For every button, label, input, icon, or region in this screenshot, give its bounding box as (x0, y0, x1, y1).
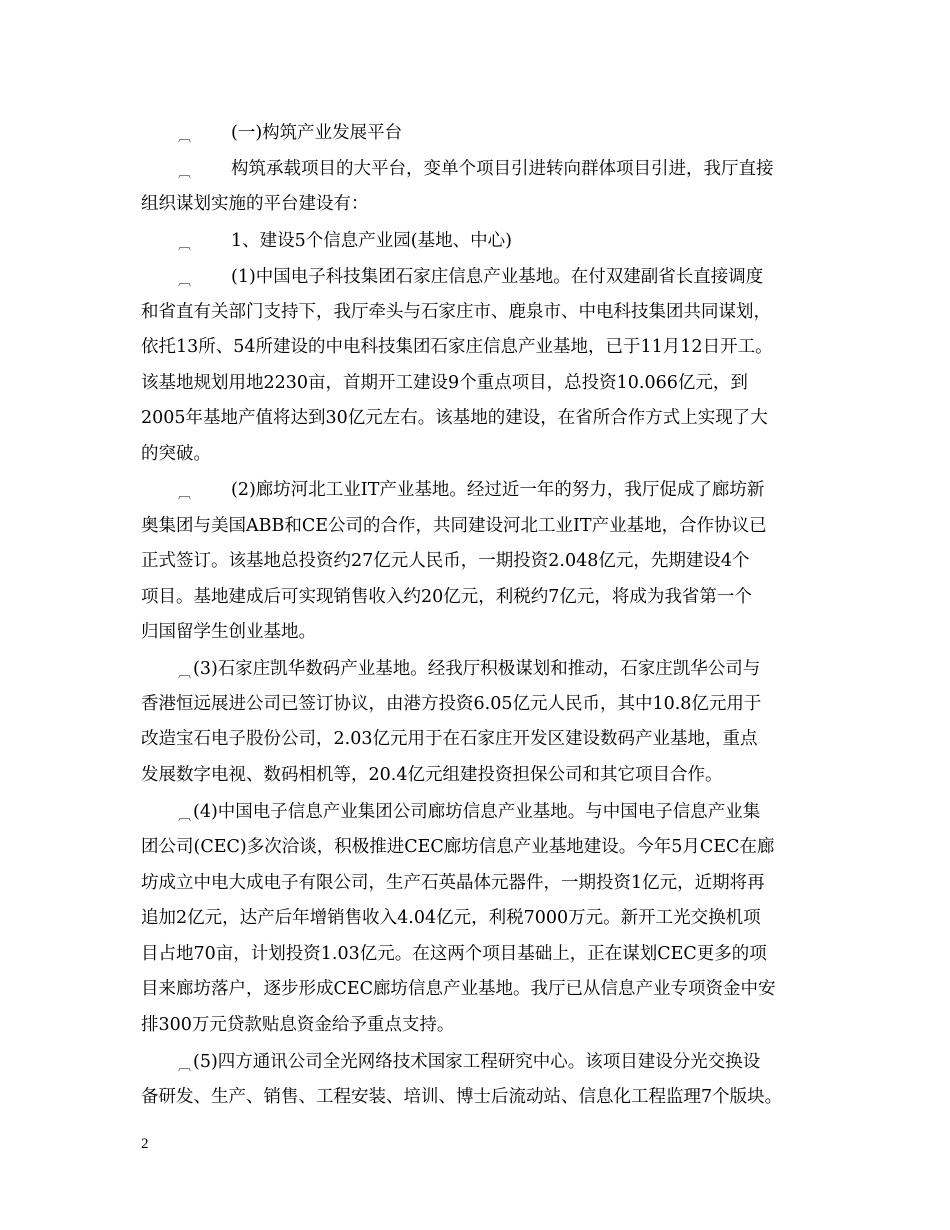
paragraph-mark-icon: ︹ (178, 809, 192, 824)
paragraph-line: 和省直有关部门支持下，我厅牵头与石家庄市、鹿泉市、中电科技集团共同谋划， (141, 302, 771, 322)
section-heading: (一)构筑产业发展平台 (231, 123, 403, 143)
paragraph-line: 该基地规划用地2230亩，首期开工建设9个重点项目，总投资10.066亿元，到 (141, 373, 748, 393)
paragraph-line: 坊成立中电大成电子有限公司，生产石英晶体元器件，一期投资1亿元，近期将再 (141, 873, 765, 893)
paragraph-line: (4)中国电子信息产业集团公司廊坊信息产业基地。与中国电子信息产业集 (193, 802, 761, 822)
paragraph-line: 排300万元贷款贴息资金给予重点支持。 (141, 1015, 455, 1035)
paragraph-line: 目占地70亩，计划投资1.03亿元。在这两个项目基础上，正在谋划CEC更多的项 (141, 944, 767, 964)
paragraph-line: (1)中国电子科技集团石家庄信息产业基地。在付双建副省长直接调度 (231, 267, 764, 287)
paragraph-line: 的突破。 (141, 444, 211, 464)
paragraph-line: 追加2亿元，达产后年增销售收入4.04亿元，利税7000万元。新开工光交换机项 (141, 908, 761, 928)
paragraph-line: 组织谋划实施的平台建设有： (141, 194, 369, 214)
paragraph-mark-icon: ︹ (178, 238, 192, 253)
paragraph-line: 2005年基地产值将达到30亿元左右。该基地的建设，在省所合作方式上实现了大 (141, 408, 768, 428)
paragraph-line: 发展数字电视、数码相机等，20.4亿元组建投资担保公司和其它项目合作。 (141, 765, 723, 785)
paragraph-mark-icon: ︹ (178, 166, 192, 181)
paragraph-line: 目来廊坊落户，逐步形成CEC廊坊信息产业基地。我厅已从信息产业专项资金中安 (141, 979, 776, 999)
paragraph-line: 项目。基地建成后可实现销售收入约20亿元，利税约7亿元，将成为我省第一个 (141, 587, 752, 607)
paragraph-line: 归国留学生创业基地。 (141, 622, 316, 642)
paragraph-line: 奥集团与美国ABB和CE公司的合作，共同建设河北工业IT产业基地，合作协议已 (141, 516, 767, 536)
paragraph-line: 依托13所、54所建设的中电科技集团石家庄信息产业基地，已于11月12日开工。 (141, 337, 773, 357)
paragraph-mark-icon: ︹ (178, 130, 192, 145)
subsection-heading: 1、建设5个信息产业园(基地、中心) (231, 231, 512, 251)
paragraph-line: 构筑承载项目的大平台，变单个项目引进转向群体项目引进，我厅直接 (231, 159, 774, 179)
paragraph-mark-icon: ︹ (178, 1059, 192, 1074)
paragraph-mark-icon: ︹ (178, 666, 192, 681)
paragraph-mark-icon: ︹ (178, 487, 192, 502)
paragraph-line: 团公司(CEC)多次洽谈，积极推进CEC廊坊信息产业基地建设。今年5月CEC在廊 (141, 837, 775, 857)
paragraph-line: 备研发、生产、销售、工程安装、培训、博士后流动站、信息化工程监理7个版块。 (141, 1087, 783, 1107)
paragraph-line: (5)四方通讯公司全光网络技术国家工程研究中心。该项目建设分光交换设 (193, 1052, 761, 1072)
page-number: 2 (141, 1136, 149, 1152)
paragraph-line: 香港恒远展进公司已签订协议，由港方投资6.05亿元人民币，其中10.8亿元用于 (141, 694, 762, 714)
paragraph-line: (2)廊坊河北工业IT产业基地。经过近一年的努力，我厅促成了廊坊新 (231, 480, 765, 500)
paragraph-line: 改造宝石电子股份公司，2.03亿元用于在石家庄开发区建设数码产业基地，重点 (141, 729, 758, 749)
paragraph-mark-icon: ︹ (178, 274, 192, 289)
paragraph-line: 正式签订。该基地总投资约27亿元人民币，一期投资2.048亿元，先期建设4个 (141, 551, 750, 571)
paragraph-line: (3)石家庄凯华数码产业基地。经我厅积极谋划和推动，石家庄凯华公司与 (193, 659, 761, 679)
